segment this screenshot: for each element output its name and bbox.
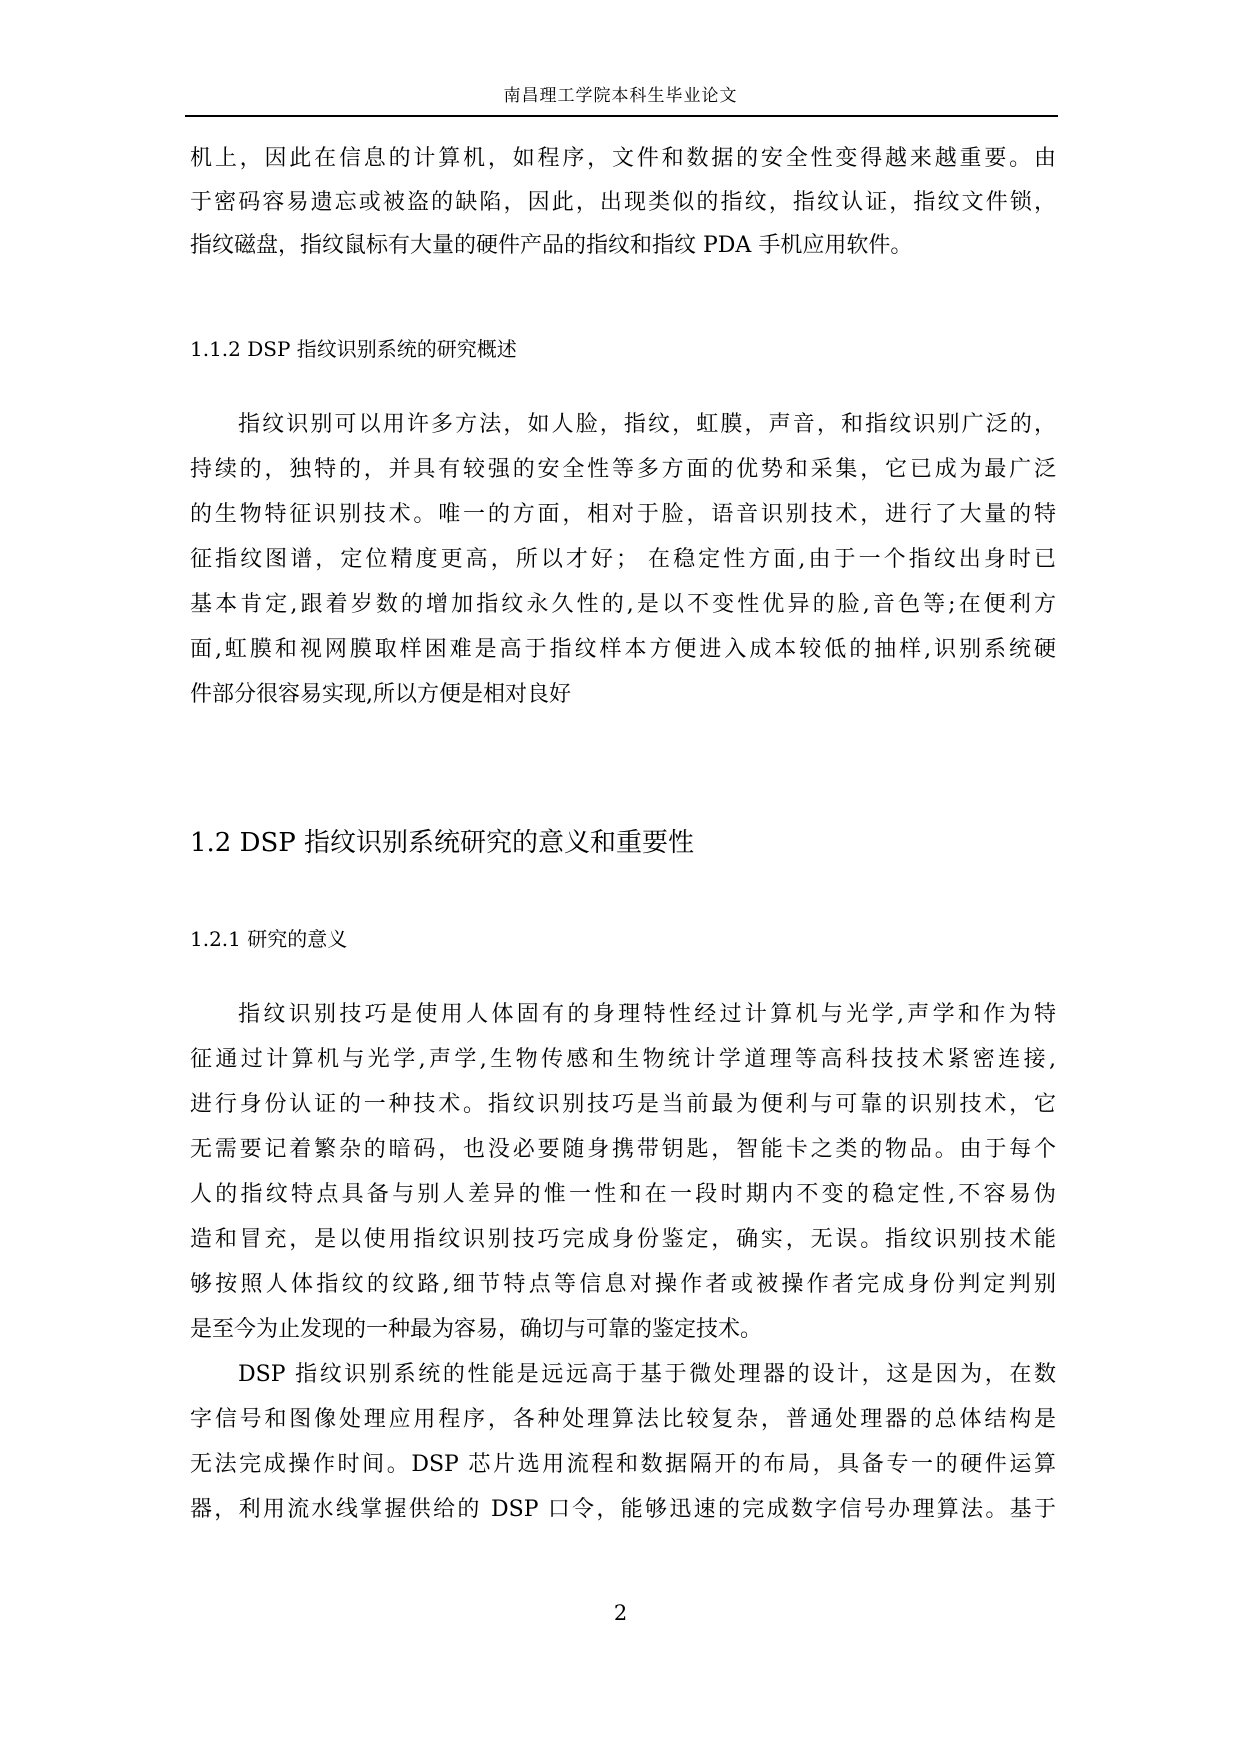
paragraph-line: 征指纹图谱，定位精度更高，所以才好； 在稳定性方面,由于一个指纹出身时已 <box>190 547 1056 572</box>
paragraph-line: 指纹识别可以用许多方法，如人脸，指纹，虹膜，声音，和指纹识别广泛的， <box>238 412 1056 437</box>
paragraph-line: 机上，因此在信息的计算机，如程序，文件和数据的安全性变得越来越重要。由 <box>190 146 1056 171</box>
paragraph-line: 的生物特征识别技术。唯一的方面，相对于脸，语音识别技术，进行了大量的特 <box>190 502 1056 527</box>
paragraph-line: 面,虹膜和视网膜取样困难是高于指纹样本方便进入成本较低的抽样,识别系统硬 <box>190 637 1056 662</box>
paragraph-line: 征通过计算机与光学,声学,生物传感和生物统计学道理等高科技技术紧密连接, <box>190 1047 1056 1072</box>
paragraph-line: 进行身份认证的一种技术。指纹识别技巧是当前最为便利与可靠的识别技术，它 <box>190 1092 1056 1117</box>
section-heading-1-2: 1.2 DSP 指纹识别系统研究的意义和重要性 <box>190 828 695 858</box>
paragraph-line: 器，利用流水线掌握供给的 DSP 口令，能够迅速的完成数字信号办理算法。基于 <box>190 1497 1056 1522</box>
paragraph-line: 人的指纹特点具备与别人差异的惟一性和在一段时期内不变的稳定性,不容易伪 <box>190 1182 1056 1207</box>
header-divider <box>185 115 1058 117</box>
paragraph-line: 于密码容易遗忘或被盗的缺陷，因此，出现类似的指纹，指纹认证，指纹文件锁， <box>190 190 1056 215</box>
paragraph-line: 字信号和图像处理应用程序，各种处理算法比较复杂，普通处理器的总体结构是 <box>190 1407 1056 1432</box>
paragraph-line: 无需要记着繁杂的暗码，也没必要随身携带钥匙，智能卡之类的物品。由于每个 <box>190 1137 1056 1162</box>
paragraph-line: 件部分很容易实现,所以方便是相对良好 <box>190 682 571 707</box>
paragraph-line: 造和冒充，是以使用指纹识别技巧完成身份鉴定，确实，无误。指纹识别技术能 <box>190 1227 1056 1252</box>
header-title: 南昌理工学院本科生毕业论文 <box>503 86 738 106</box>
paragraph-line: 基本肯定,跟着岁数的增加指纹永久性的,是以不变性优异的脸,音色等;在便利方 <box>190 592 1056 617</box>
paragraph-line: 持续的，独特的，并具有较强的安全性等多方面的优势和采集，它已成为最广泛 <box>190 457 1056 482</box>
section-heading-1-2-1: 1.2.1 研究的意义 <box>190 927 348 951</box>
page-number: 2 <box>613 1601 628 1625</box>
paragraph-line: 指纹磁盘，指纹鼠标有大量的硬件产品的指纹和指纹 PDA 手机应用软件。 <box>190 233 913 258</box>
paragraph-line: 是至今为止发现的一种最为容易，确切与可靠的鉴定技术。 <box>190 1317 763 1342</box>
paragraph-line: 无法完成操作时间。DSP 芯片选用流程和数据隔开的布局，具备专一的硬件运算 <box>190 1452 1056 1477</box>
paragraph-line: 指纹识别技巧是使用人体固有的身理特性经过计算机与光学,声学和作为特 <box>238 1002 1056 1027</box>
section-heading-1-1-2: 1.1.2 DSP 指纹识别系统的研究概述 <box>190 337 517 361</box>
paragraph-line: 够按照人体指纹的纹路,细节特点等信息对操作者或被操作者完成身份判定判别 <box>190 1272 1056 1297</box>
paragraph-line: DSP 指纹识别系统的性能是远远高于基于微处理器的设计，这是因为，在数 <box>238 1362 1056 1387</box>
